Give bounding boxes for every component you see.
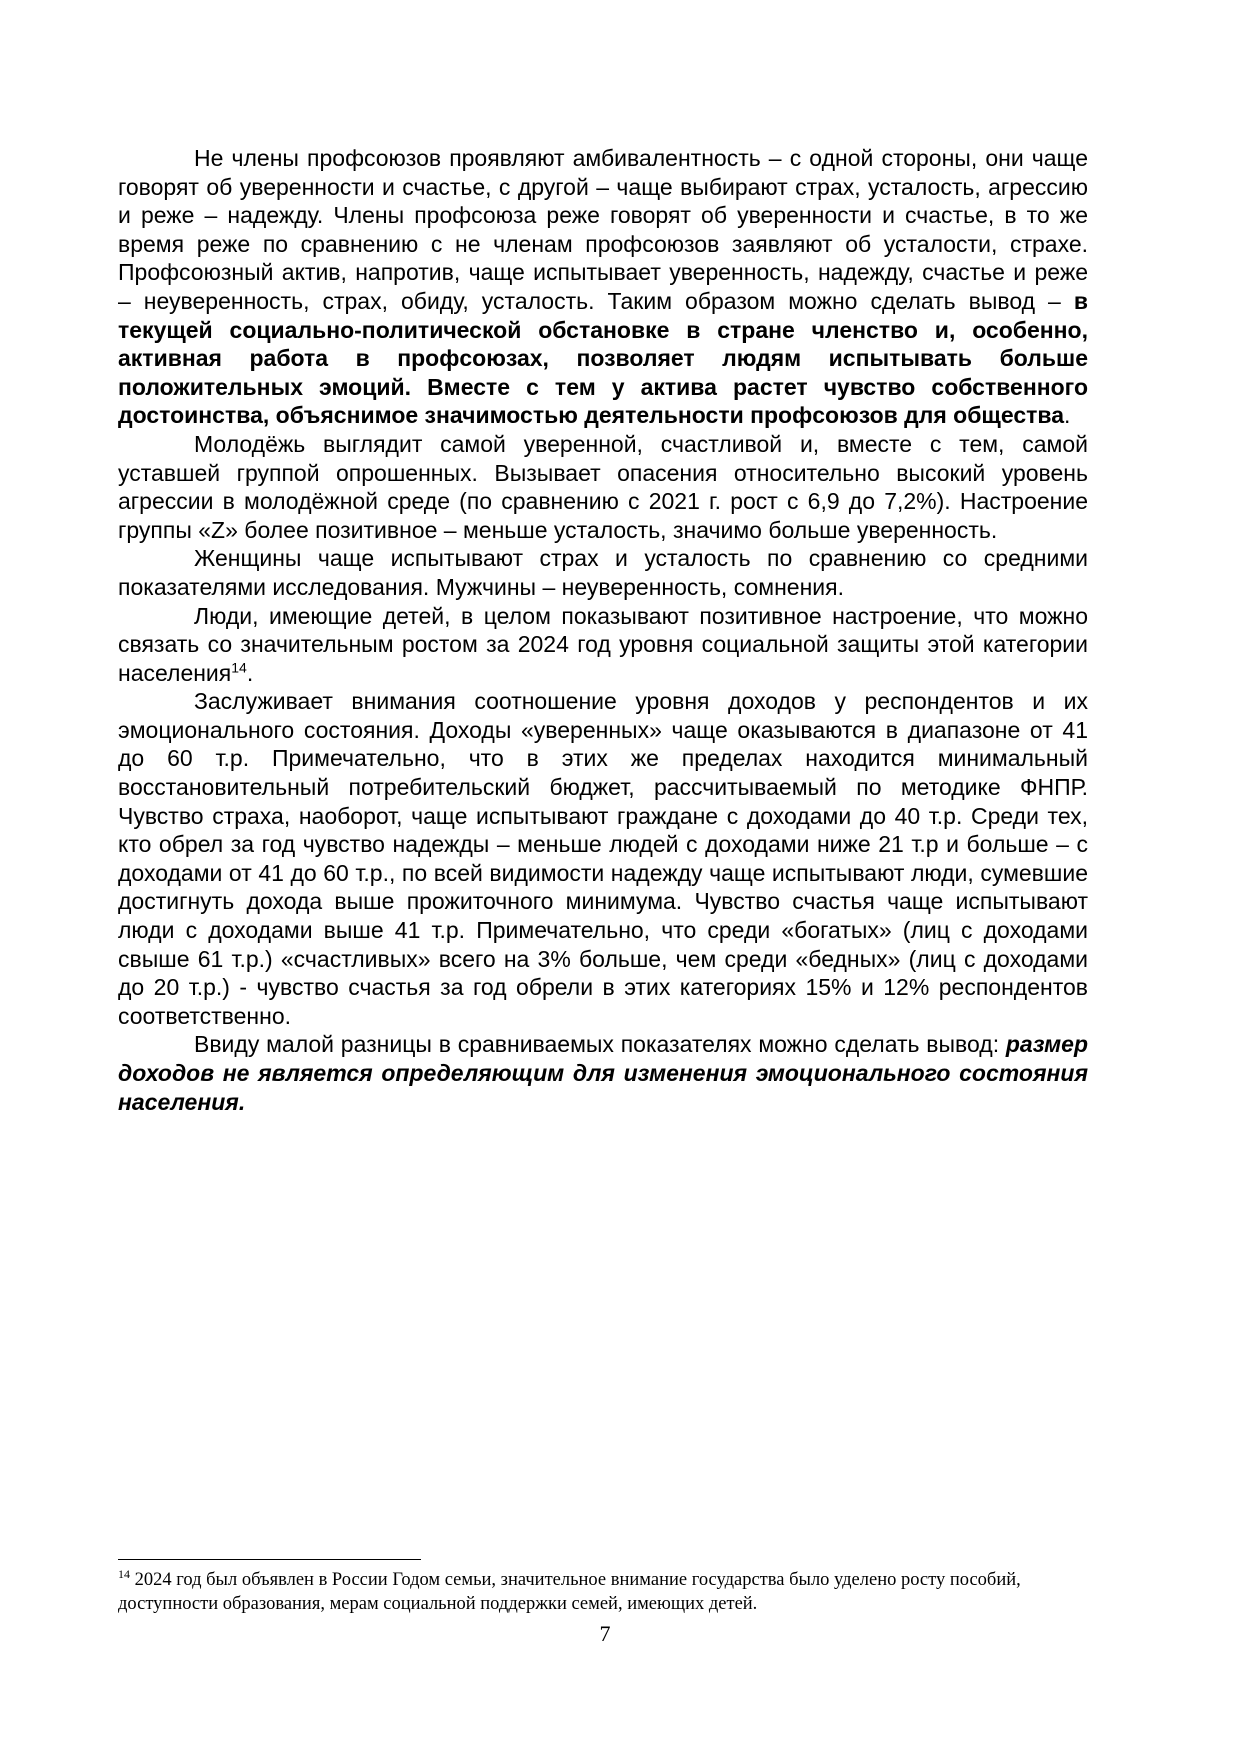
paragraph-union-members bbox=[118, 144, 1088, 430]
page-number: 7 bbox=[599, 1621, 611, 1646]
page-body bbox=[118, 144, 1088, 1116]
footnote-number: 14 bbox=[118, 1566, 130, 1581]
footnote-text: 2024 год был объявлен в России Годом семьи, значительное внимание государства было уделено росту пособий, доступности образования, мерам социальной поддержки семей, имеющих детей. bbox=[118, 1570, 1021, 1614]
paragraph-final-conclusion bbox=[118, 1030, 1088, 1116]
bold-conclusion: в текущей социально-политической обстановке в стране членство и, особенно, активная работа в профсоюзах, позволяет людям испытывать больше положительных эмоций. Вместе с тем у актива растет чувство собственного достоинства, объяснимое значимостью деятельности профсоюзов для общества bbox=[118, 287, 1088, 429]
paragraph-parents bbox=[118, 602, 1088, 688]
bold-italic-conclusion: размер доходов не является определяющим для изменения эмоционального состояния населения. bbox=[118, 1031, 1088, 1115]
paragraph-text-end: . bbox=[1064, 402, 1071, 429]
footnote-separator bbox=[118, 1559, 421, 1560]
paragraph-youth: Молодёжь выглядит самой уверенной, счастливой и, вместе с тем, самой уставшей группой опрошенных. Вызывает опасения относительно высокий уровень агрессии в молодёжной среде (по сравнению с 2021 г. рост с 6,9 до 7,2%). Настроение группы «Z» более позитивное – меньше усталость, значимо больше уверенность. bbox=[118, 430, 1088, 543]
footnote bbox=[118, 1568, 1078, 1616]
paragraph-text-end: . bbox=[246, 659, 254, 686]
paragraph-text: Не члены профсоюзов проявляют амбивалентность – с одной стороны, они чаще говорят об уверенности и счастье, с другой – чаще выбирают страх, усталость, агрессию и реже – надежду. Члены профсоюза реже говорят об уверенности и счастье, в то же время реже по сравнению с не членам профсоюзов заявляют об усталости, страхе. Профсоюзный актив, напротив, чаще испытывает уверенность, надежду, счастье и реже – неуверенность, страх, обиду, усталость. Таким образом можно сделать вывод – bbox=[118, 145, 1088, 314]
paragraph-gender: Женщины чаще испытывают страх и усталость по сравнению со средними показателями исследования. Мужчины – неуверенность, сомнения. bbox=[118, 545, 1088, 600]
footnote-reference[interactable]: 14 bbox=[231, 659, 247, 676]
paragraph-text: Люди, имеющие детей, в целом показывают позитивное настроение, что можно связать со значительным ростом за 2024 год уровня социальной защиты этой категории населения bbox=[118, 602, 1088, 686]
paragraph-income: Заслуживает внимания соотношение уровня доходов у респондентов и их эмоционального состояния. Доходы «уверенных» чаще оказываются в диапазоне от 41 до 60 т.р. Примечательно, что в этих же пределах находится минимальный восстановительный потребительский бюджет, рассчитываемый по методике ФНПР. Чувство страха, наоборот, чаще испытывают граждане с доходами до 40 т.р. Среди тех, кто обрел за год чувство надежды – меньше людей с доходами ниже 21 т.р и больше – с доходами от 41 до 60 т.р., по всей видимости надежду чаще испытывают люди, сумевшие достигнуть дохода выше прожиточного минимума. Чувство счастья чаще испытывают люди с доходами выше 41 т.р. Примечательно, что среди «богатых» (лиц с доходами свыше 61 т.р.) «счастливых» всего на 3% больше, чем среди «бедных» (лиц с доходами до 20 т.р.) - чувство счастья за год обрели в этих категориях 15% и 12% респондентов соответственно. bbox=[118, 688, 1088, 1029]
paragraph-text: Ввиду малой разницы в сравниваемых показателях можно сделать вывод: bbox=[194, 1031, 1006, 1058]
